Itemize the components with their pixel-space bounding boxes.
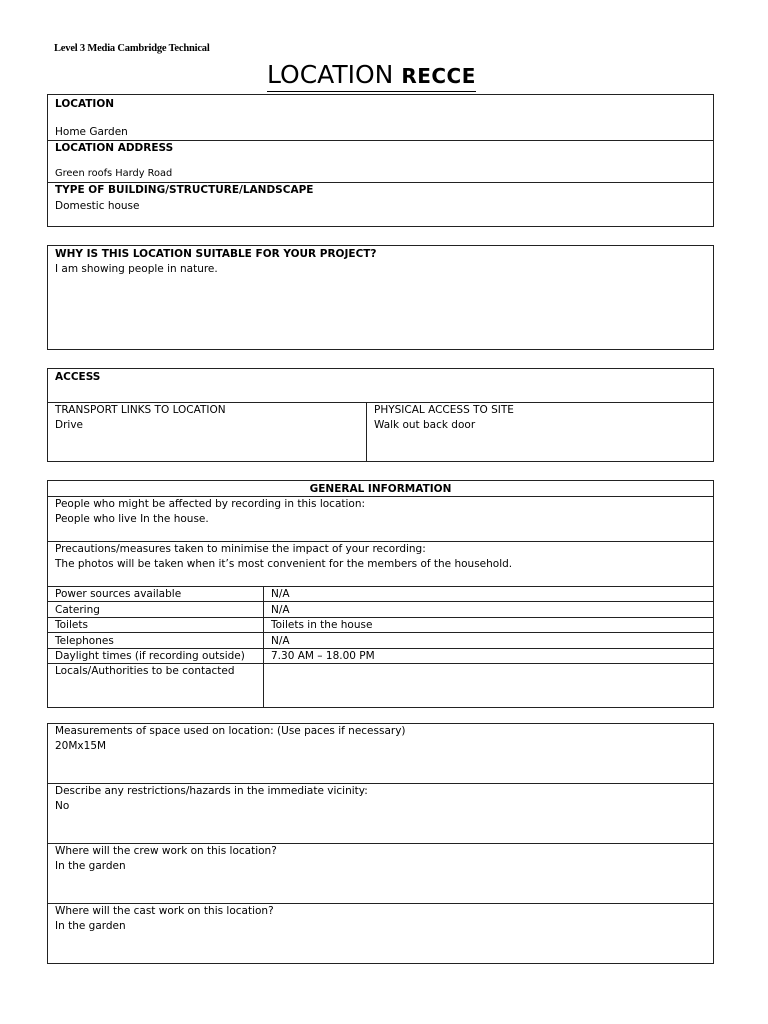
affected-row xyxy=(48,497,713,542)
info-label-cell xyxy=(48,649,264,663)
type-row xyxy=(48,183,713,226)
info-label-cell xyxy=(48,587,264,601)
measurements-label: Measurements of space used on location: (Use paces if necessary) xyxy=(55,725,406,737)
info-label: Toilets xyxy=(55,619,88,631)
info-value-cell xyxy=(264,664,713,707)
affected-value: People who live In the house. xyxy=(55,513,209,525)
page-title xyxy=(267,60,476,92)
cast-value: In the garden xyxy=(55,920,126,932)
info-value: Toilets in the house xyxy=(271,619,373,631)
location-label: LOCATION xyxy=(55,98,115,110)
info-label-cell xyxy=(48,602,264,617)
access-label: ACCESS xyxy=(55,371,101,383)
crew-value: In the garden xyxy=(55,860,126,872)
course-header: Level 3 Media Cambridge Technical xyxy=(54,43,210,54)
transport-value: Drive xyxy=(55,419,83,431)
access-box xyxy=(47,368,714,462)
info-row-telephones xyxy=(48,633,713,649)
info-value-cell xyxy=(264,649,713,663)
cast-row xyxy=(48,904,713,963)
precautions-value: The photos will be taken when it’s most convenient for the members of the household. xyxy=(55,558,513,570)
address-value: Green roofs Hardy Road xyxy=(55,168,173,179)
info-label: Catering xyxy=(55,604,100,616)
suitability-label: WHY IS THIS LOCATION SUITABLE FOR YOUR PROJECT? xyxy=(55,248,377,260)
details-box xyxy=(47,723,714,964)
physical-value: Walk out back door xyxy=(374,419,476,431)
info-row-power xyxy=(48,587,713,602)
measurements-row xyxy=(48,724,713,784)
info-label: Daylight times (if recording outside) xyxy=(55,650,245,662)
info-value: N/A xyxy=(271,588,290,600)
info-value-cell xyxy=(264,602,713,617)
info-label-cell xyxy=(48,618,264,632)
info-label: Telephones xyxy=(55,635,114,647)
info-row-daylight xyxy=(48,649,713,664)
measurements-value: 20Mx15M xyxy=(55,740,107,752)
info-value-cell xyxy=(264,618,713,632)
info-row-catering xyxy=(48,602,713,618)
transport-cell xyxy=(48,403,367,461)
address-label: LOCATION ADDRESS xyxy=(55,142,174,154)
suitability-box xyxy=(47,245,714,350)
info-value: N/A xyxy=(271,604,290,616)
transport-label: TRANSPORT LINKS TO LOCATION xyxy=(55,404,226,416)
crew-label: Where will the crew work on this location? xyxy=(55,845,277,857)
location-box xyxy=(47,94,714,227)
general-title: GENERAL INFORMATION xyxy=(309,483,452,495)
crew-row xyxy=(48,844,713,904)
type-label: TYPE OF BUILDING/STRUCTURE/LANDSCAPE xyxy=(55,184,314,196)
suitability-value: I am showing people in nature. xyxy=(55,263,218,275)
affected-label: People who might be affected by recording in this location: xyxy=(55,498,366,510)
location-value: Home Garden xyxy=(55,126,128,138)
hazards-label: Describe any restrictions/hazards in the immediate vicinity: xyxy=(55,785,368,797)
hazards-row xyxy=(48,784,713,844)
info-label: Power sources available xyxy=(55,588,182,600)
access-header-row xyxy=(48,369,713,403)
info-value-cell xyxy=(264,633,713,648)
info-label-cell xyxy=(48,633,264,648)
info-label-cell xyxy=(48,664,264,707)
info-value: 7.30 AM – 18.00 PM xyxy=(271,650,375,662)
info-value-cell xyxy=(264,587,713,601)
type-value: Domestic house xyxy=(55,200,140,212)
physical-cell xyxy=(367,403,713,461)
hazards-value: No xyxy=(55,800,70,812)
info-row-locals xyxy=(48,664,713,707)
info-value: N/A xyxy=(271,635,290,647)
physical-label: PHYSICAL ACCESS TO SITE xyxy=(374,404,514,416)
info-label: Locals/Authorities to be contacted xyxy=(55,665,235,677)
general-title-row xyxy=(48,481,713,497)
page-title-part1: LOCATION xyxy=(267,60,402,89)
info-row-toilets xyxy=(48,618,713,633)
precautions-row xyxy=(48,542,713,587)
cast-label: Where will the cast work on this location? xyxy=(55,905,274,917)
page-title-part2: RECCE xyxy=(401,64,476,88)
general-info-box xyxy=(47,480,714,708)
address-row xyxy=(48,141,713,183)
access-detail-row xyxy=(48,403,713,461)
location-row xyxy=(48,95,713,141)
precautions-label: Precautions/measures taken to minimise the impact of your recording: xyxy=(55,543,426,555)
